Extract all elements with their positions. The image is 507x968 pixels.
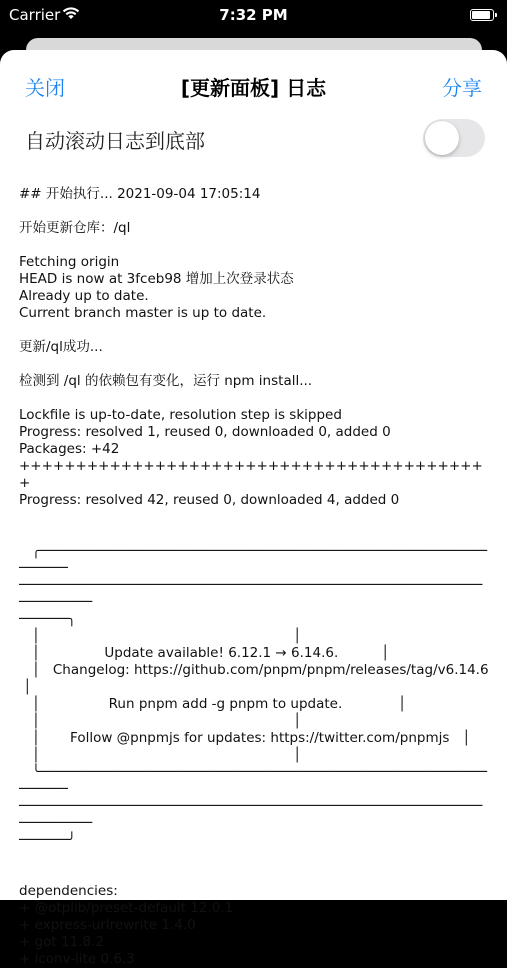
log-line: ++++++++++++++++++++++++++++++++++++++++++ bbox=[19, 458, 483, 491]
log-line: ## 开始执行... 2021-09-04 17:05:14 bbox=[19, 186, 261, 202]
log-line: + got 11.8.2 bbox=[19, 934, 104, 950]
log-line: Already up to date. bbox=[19, 288, 149, 304]
log-line: 更新/ql成功... bbox=[19, 339, 103, 355]
log-line: │ │ bbox=[19, 628, 302, 644]
log-line: ╰───────────────────────────────────────────────────────────── bbox=[19, 764, 488, 797]
log-line: ────────────────────────────────────────────────────────────────── bbox=[19, 577, 483, 610]
log-line bbox=[19, 509, 489, 526]
log-line: │ │ bbox=[19, 713, 302, 729]
log-line: ──────╮ bbox=[19, 611, 76, 627]
log-line bbox=[19, 390, 489, 407]
log-line bbox=[19, 849, 489, 866]
log-line: + express-urlrewrite 1.4.0 bbox=[19, 917, 196, 933]
toggle-knob bbox=[425, 121, 459, 155]
auto-scroll-label: 自动滚动日志到底部 bbox=[25, 129, 205, 153]
log-output[interactable] bbox=[19, 186, 489, 967]
log-line: ╭───────────────────────────────────────────────────────────── bbox=[19, 543, 488, 576]
log-line: Packages: +42 bbox=[19, 441, 120, 457]
log-line: │ Changelog: https://github.com/pnpm/pnpm/releases/tag/v6.14.6 bbox=[19, 662, 489, 678]
log-line: Fetching origin bbox=[19, 254, 120, 270]
log-line: │ Run pnpm add -g pnpm to update. │ bbox=[19, 696, 407, 712]
log-line: ────────────────────────────────────────────────────────────────── bbox=[19, 798, 483, 831]
log-line: │ │ bbox=[19, 747, 302, 763]
navigation-bar bbox=[0, 50, 507, 116]
battery-icon bbox=[470, 9, 494, 21]
log-line bbox=[19, 237, 489, 254]
auto-scroll-row bbox=[0, 116, 507, 162]
log-line bbox=[19, 526, 489, 543]
close-button[interactable]: 关闭 bbox=[25, 76, 65, 100]
log-line: 开始更新仓库：/ql bbox=[19, 220, 131, 236]
log-line: + @otplib/preset-default 12.0.1 bbox=[19, 900, 234, 916]
log-line bbox=[19, 356, 489, 373]
log-line bbox=[19, 866, 489, 883]
auto-scroll-toggle[interactable] bbox=[423, 119, 485, 157]
log-line: 检测到 /ql 的依赖包有变化，运行 npm install... bbox=[19, 373, 313, 389]
log-line: ──────╯ bbox=[19, 832, 76, 848]
log-line: Progress: resolved 42, reused 0, downloaded 4, added 0 bbox=[19, 492, 400, 508]
log-line: │ bbox=[19, 679, 32, 695]
log-line: HEAD is now at 3fceb98 增加上次登录状态 bbox=[19, 271, 294, 287]
status-bar bbox=[0, 0, 507, 30]
log-line: Progress: resolved 1, reused 0, downloaded 0, added 0 bbox=[19, 424, 391, 440]
log-line: Current branch master is up to date. bbox=[19, 305, 267, 321]
page-title: [更新面板] 日志 bbox=[180, 76, 327, 100]
carrier-label: Carrier bbox=[9, 6, 61, 24]
log-sheet bbox=[0, 50, 507, 967]
share-button[interactable]: 分享 bbox=[442, 76, 482, 100]
log-line: + iconv-lite 0.6.3 bbox=[19, 951, 135, 967]
log-line: dependencies: bbox=[19, 883, 118, 899]
status-time: 7:32 PM bbox=[219, 6, 288, 24]
log-line: Lockfile is up-to-date, resolution step is skipped bbox=[19, 407, 342, 423]
log-line: │ Update available! 6.12.1 → 6.14.6. │ bbox=[19, 645, 390, 661]
log-line bbox=[19, 203, 489, 220]
log-line: │ Follow @pnpmjs for updates: https://twitter.com/pnpmjs │ bbox=[19, 730, 471, 746]
log-line bbox=[19, 322, 489, 339]
